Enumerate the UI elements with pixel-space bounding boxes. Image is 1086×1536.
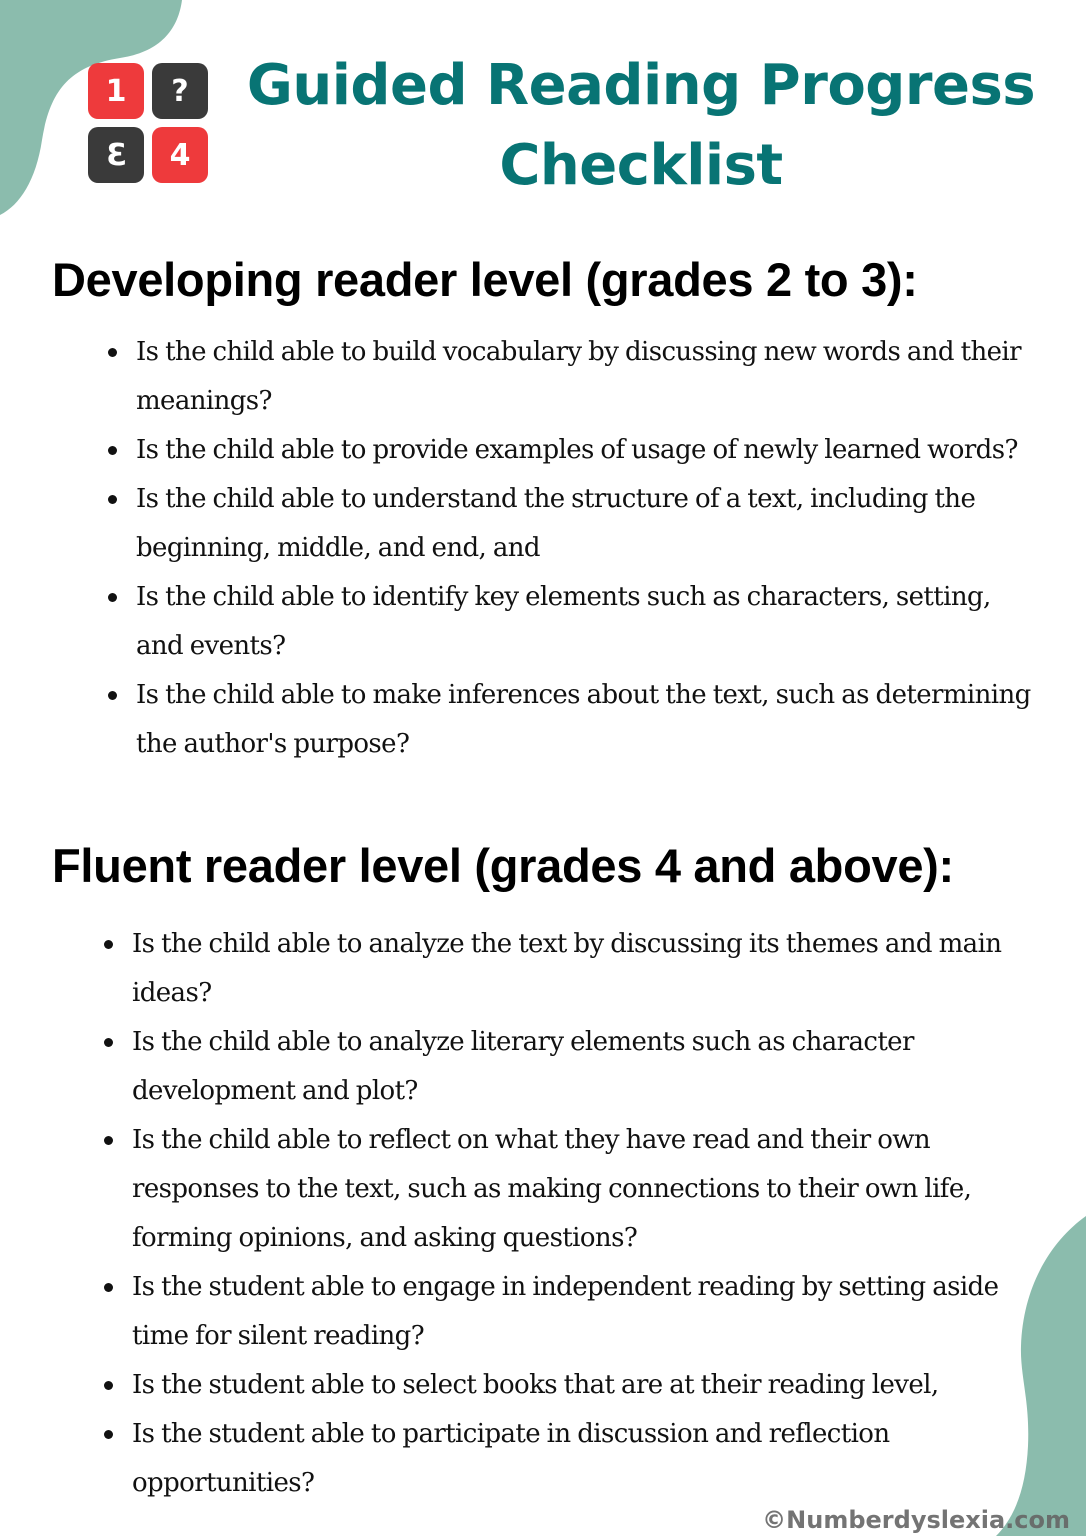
checklist-item: Is the student able to participate in discussion and reflection opportunities? — [102, 1410, 1042, 1508]
numberdyslexia-logo — [88, 63, 210, 185]
checklist-item: Is the child able to provide examples of usage of newly learned words? — [106, 426, 1036, 475]
title-line-1: Guided Reading Progress — [246, 53, 1036, 118]
logo-tile-3-mirrored: 3 — [88, 127, 144, 183]
section-heading-developing: Developing reader level (grades 2 to 3): — [52, 253, 918, 306]
fluent-checklist — [102, 920, 1042, 1508]
logo-tile-1: 1 — [88, 63, 144, 119]
logo-tile-4: 4 — [152, 127, 208, 183]
checklist-item: Is the student able to select books that are at their reading level, — [102, 1361, 1042, 1410]
checklist-item: Is the child able to identify key elements such as characters, setting, and events? — [106, 573, 1036, 671]
checklist-item: Is the child able to reflect on what they have read and their own responses to the text, such as making connections to their own life, forming opinions, and asking questions? — [102, 1116, 1042, 1263]
developing-checklist — [106, 328, 1036, 769]
page-title — [236, 46, 1046, 206]
checklist-item: Is the child able to understand the structure of a text, including the beginning, middle, and end, and — [106, 475, 1036, 573]
section-heading-fluent: Fluent reader level (grades 4 and above): — [52, 839, 954, 892]
checklist-item: Is the student able to engage in independent reading by setting aside time for silent reading? — [102, 1263, 1042, 1361]
watermark: ©Numberdyslexia.com — [762, 1506, 1070, 1534]
checklist-item: Is the child able to build vocabulary by discussing new words and their meanings? — [106, 328, 1036, 426]
checklist-item: Is the child able to analyze literary elements such as character development and plot? — [102, 1018, 1042, 1116]
title-line-2: Checklist — [499, 133, 783, 198]
logo-tile-question: ? — [152, 63, 208, 119]
checklist-item: Is the child able to make inferences about the text, such as determining the author's purpose? — [106, 671, 1036, 769]
checklist-item: Is the child able to analyze the text by discussing its themes and main ideas? — [102, 920, 1042, 1018]
